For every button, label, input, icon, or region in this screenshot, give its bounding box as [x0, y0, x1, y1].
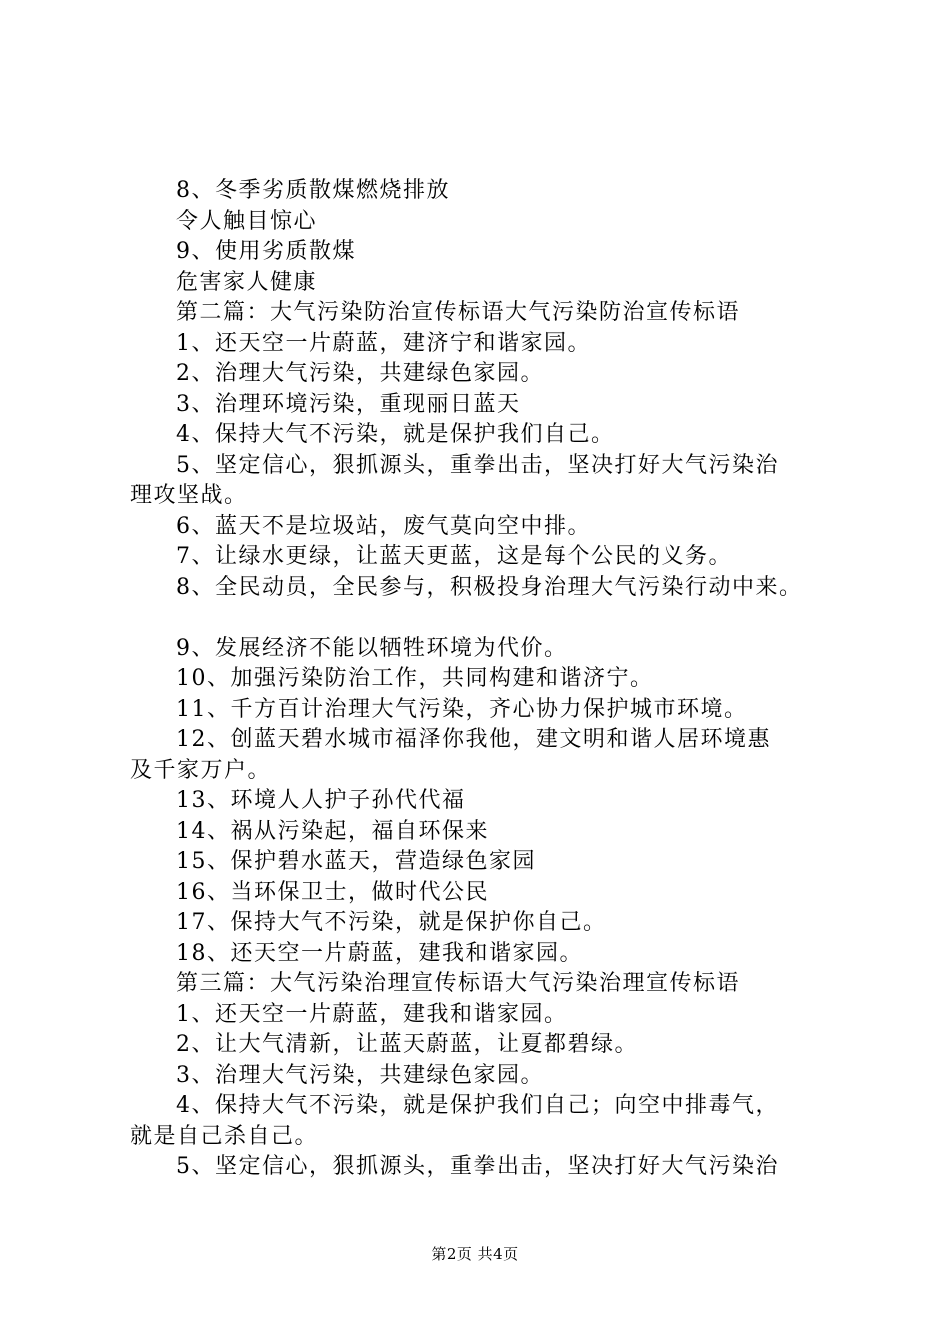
text-line: 12、创蓝天碧水城市福泽你我他，建文明和谐人居环境惠 — [176, 727, 771, 752]
text-line: 1、还天空一片蔚蓝，建我和谐家园。 — [176, 1001, 568, 1027]
text-line: 9、发展经济不能以牺牲环境为代价。 — [176, 635, 568, 661]
section-heading: 第二篇：大气污染防治宣传标语大气污染防治宣传标语 — [176, 300, 741, 325]
text-line: 11、千方百计治理大气污染，齐心协力保护城市环境。 — [176, 696, 748, 722]
page-footer: 第2页 共4页 — [431, 1245, 519, 1263]
text-line: 14、祸从污染起，福自环保来 — [176, 818, 489, 844]
text-line: 16、当环保卫士，做时代公民 — [176, 879, 489, 905]
section-heading: 第三篇：大气污染治理宣传标语大气污染治理宣传标语 — [176, 971, 741, 996]
text-line: 7、让绿水更绿，让蓝天更蓝，这是每个公民的义务。 — [176, 544, 732, 569]
text-line: 18、还天空一片蔚蓝，建我和谐家园。 — [176, 940, 583, 966]
text-line: 2、让大气清新，让蓝天蔚蓝，让夏都碧绿。 — [176, 1032, 638, 1057]
text-line: 危害家人健康 — [176, 269, 318, 295]
text-line: 17、保持大气不污染，就是保护你自己。 — [176, 910, 607, 935]
text-line: 理攻坚战。 — [130, 483, 248, 508]
text-line: 3、治理大气污染，共建绿色家园。 — [176, 1062, 544, 1088]
text-line: 9、使用劣质散煤 — [176, 239, 356, 264]
text-line: 15、保护碧水蓝天，营造绿色家园 — [176, 849, 536, 874]
text-line: 就是自己杀自己。 — [130, 1123, 319, 1149]
text-line: 4、保持大气不污染，就是保护我们自己。 — [176, 422, 615, 447]
text-line: 1、还天空一片蔚蓝，建济宁和谐家园。 — [176, 330, 591, 356]
document-body — [130, 176, 850, 1183]
text-line: 5、坚定信心，狠抓源头，重拳出击，坚决打好大气污染治 — [176, 1154, 779, 1179]
text-line: 2、治理大气污染，共建绿色家园。 — [176, 361, 544, 386]
blank-line — [130, 603, 850, 634]
text-line: 5、坚定信心，狠抓源头，重拳出击，坚决打好大气污染治 — [176, 452, 779, 478]
text-line: 及千家万户。 — [130, 757, 272, 783]
text-line: 8、全民动员，全民参与，积极投身治理大气污染行动中来。 — [176, 574, 803, 600]
text-line: 6、蓝天不是垃圾站，废气莫向空中排。 — [176, 513, 591, 539]
text-line: 10、加强污染防治工作，共同构建和谐济宁。 — [176, 666, 654, 691]
text-line: 令人触目惊心 — [176, 208, 318, 234]
text-line: 4、保持大气不污染，就是保护我们自己；向空中排毒气， — [176, 1093, 779, 1118]
text-line: 13、环境人人护子孙代代福 — [176, 788, 466, 813]
text-line: 3、治理环境污染，重现丽日蓝天 — [176, 391, 521, 417]
text-line: 8、冬季劣质散煤燃烧排放 — [176, 178, 450, 203]
